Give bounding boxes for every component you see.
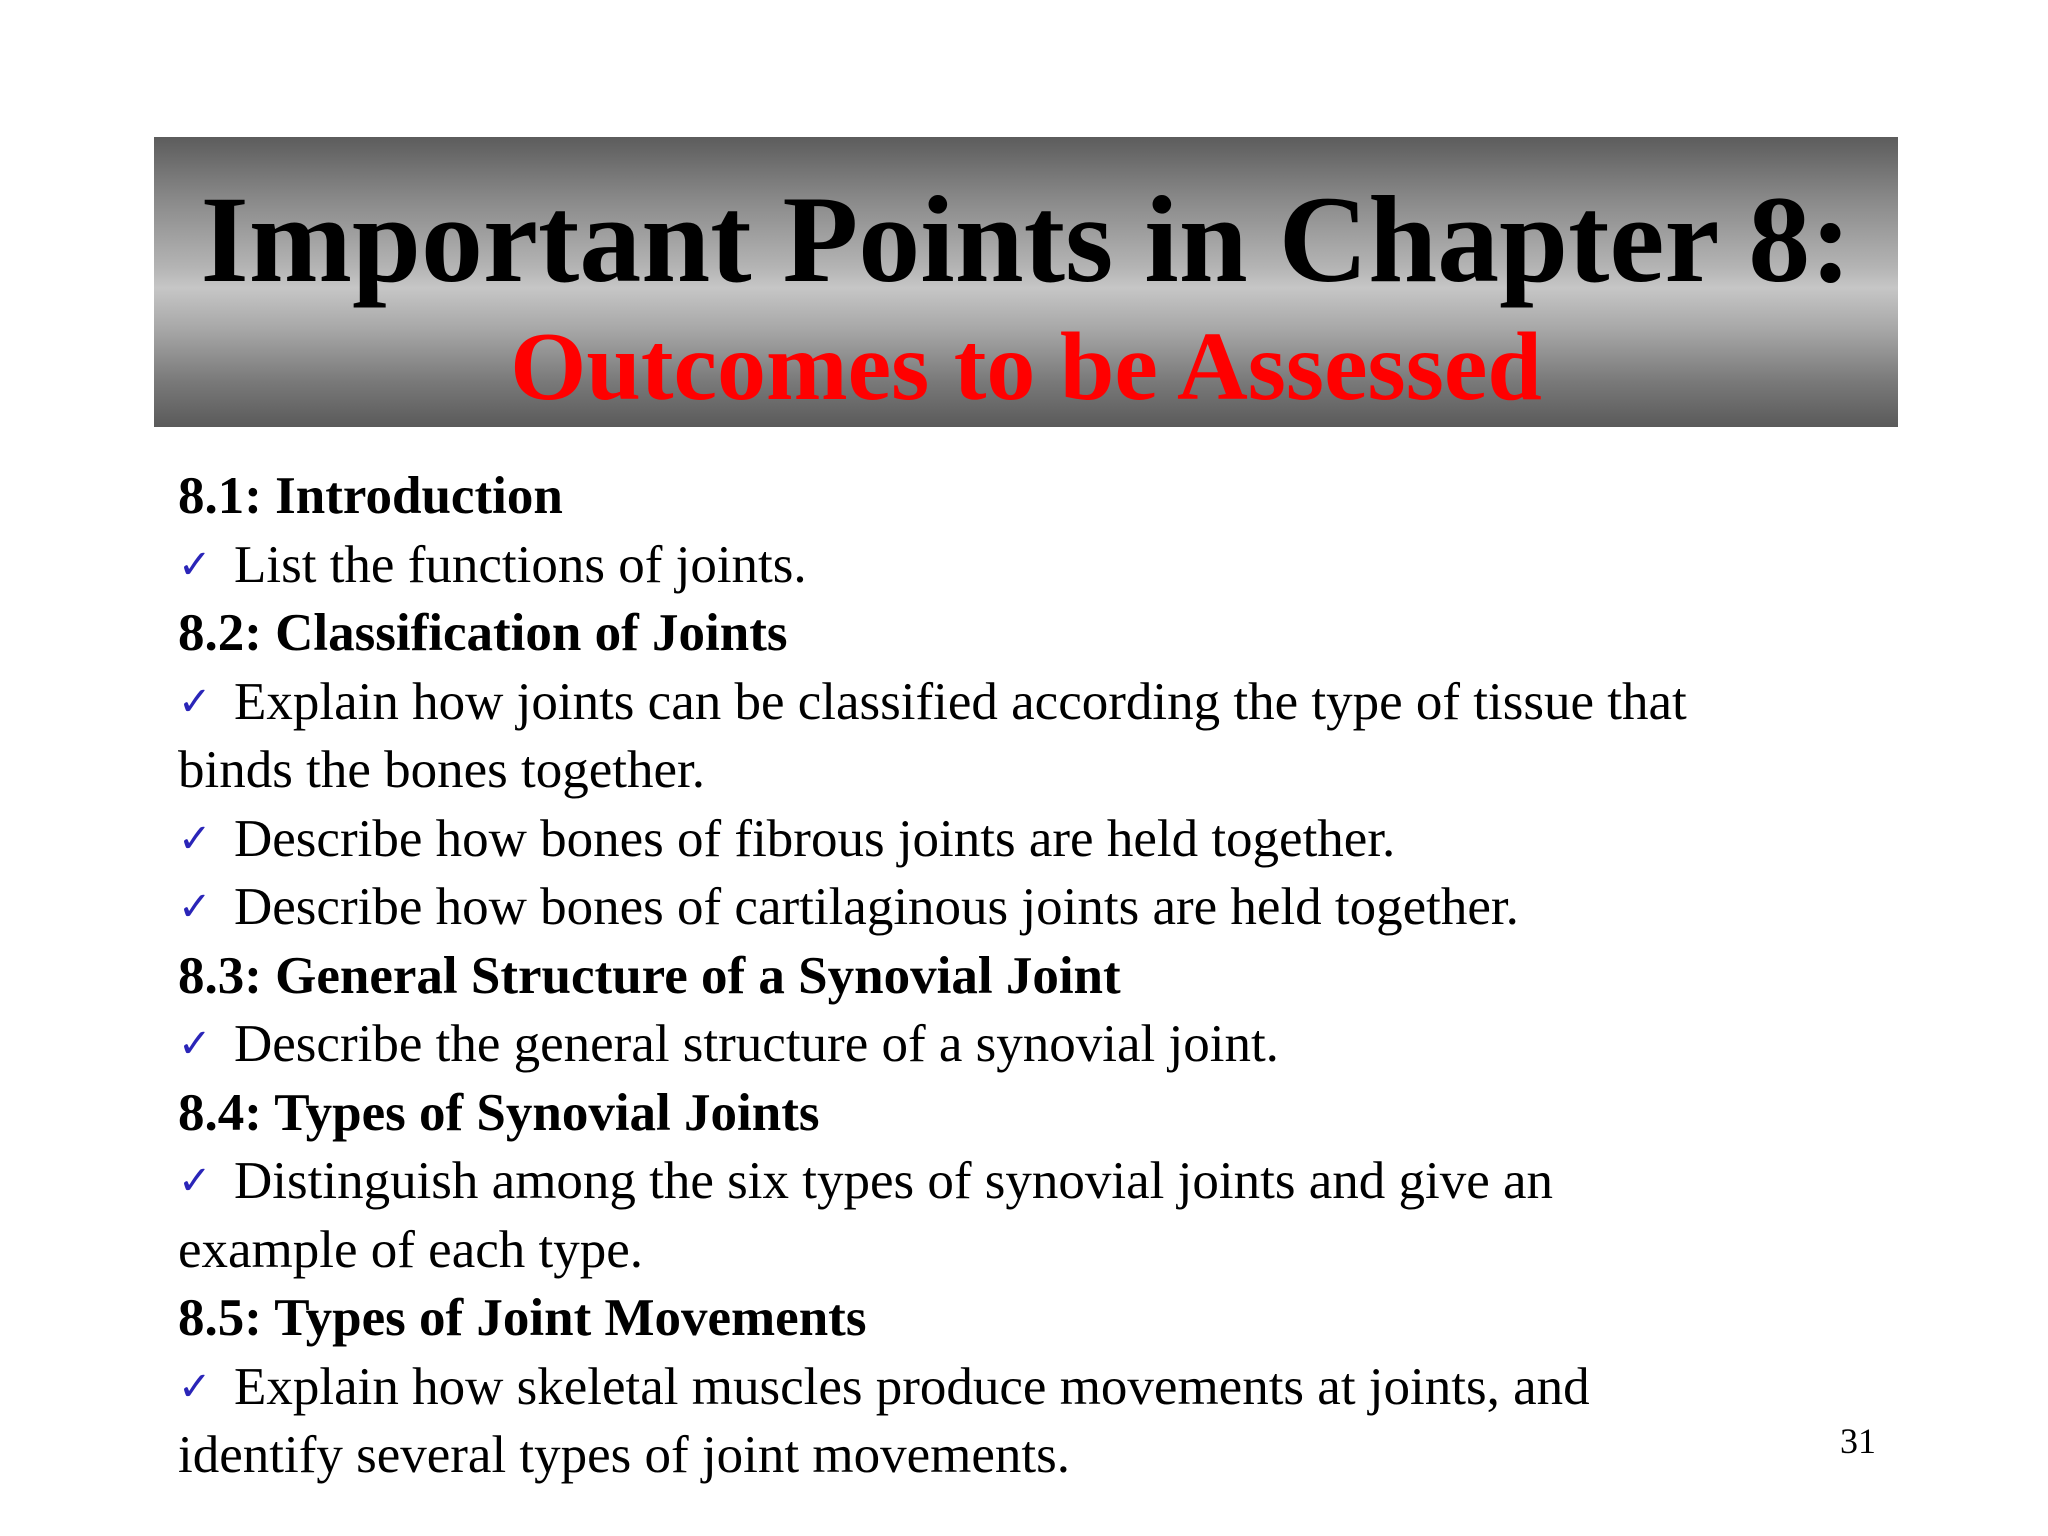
checkmark-icon: ✓ [178,1021,212,1067]
outcome-item [178,805,1878,874]
outcome-text: Describe how bones of cartilaginous joints are held together. [234,878,1519,936]
section-heading-8-2: 8.2: Classification of Joints [178,604,788,662]
outcome-item [178,1010,1878,1079]
outcome-text: List the functions of joints. [234,535,807,594]
outcome-item [178,668,1878,737]
checkmark-icon: ✓ [178,815,212,862]
slide-title: Important Points in Chapter 8: [200,171,1852,308]
outcome-item [178,1147,1878,1216]
outcomes-list [178,462,1878,1490]
slide-subtitle: Outcomes to be Assessed [510,313,1542,421]
outcome-text: Describe how bones of fibrous joints are held together. [234,809,1396,868]
section-heading-8-3: 8.3: General Structure of a Synovial Joint [178,946,1121,1005]
outcome-text: Explain how joints can be classified according the type of tissue that [234,672,1687,731]
outcome-continuation: example of each type. [178,1220,643,1279]
outcome-text: Explain how skeletal muscles produce movements at joints, and [234,1357,1590,1416]
outcome-text: Describe the general structure of a synovial joint. [234,1015,1279,1073]
section-heading-8-4: 8.4: Types of Synovial Joints [178,1083,820,1142]
checkmark-icon: ✓ [178,1363,212,1410]
checkmark-icon: ✓ [178,1158,212,1204]
title-banner [154,137,1898,427]
outcome-continuation: identify several types of joint movements. [178,1426,1070,1484]
checkmark-icon: ✓ [178,678,212,725]
section-heading-8-5: 8.5: Types of Joint Movements [178,1289,867,1347]
checkmark-icon: ✓ [178,884,212,930]
section-heading-8-1: 8.1: Introduction [178,467,563,525]
outcome-item [178,531,1878,600]
outcome-text: Distinguish among the six types of synovial joints and give an [234,1152,1553,1210]
outcome-item [178,873,1878,942]
checkmark-icon: ✓ [178,541,212,588]
outcome-continuation: binds the bones together. [178,741,705,799]
outcome-item [178,1353,1878,1422]
page-number: 31 [1840,1421,1876,1461]
